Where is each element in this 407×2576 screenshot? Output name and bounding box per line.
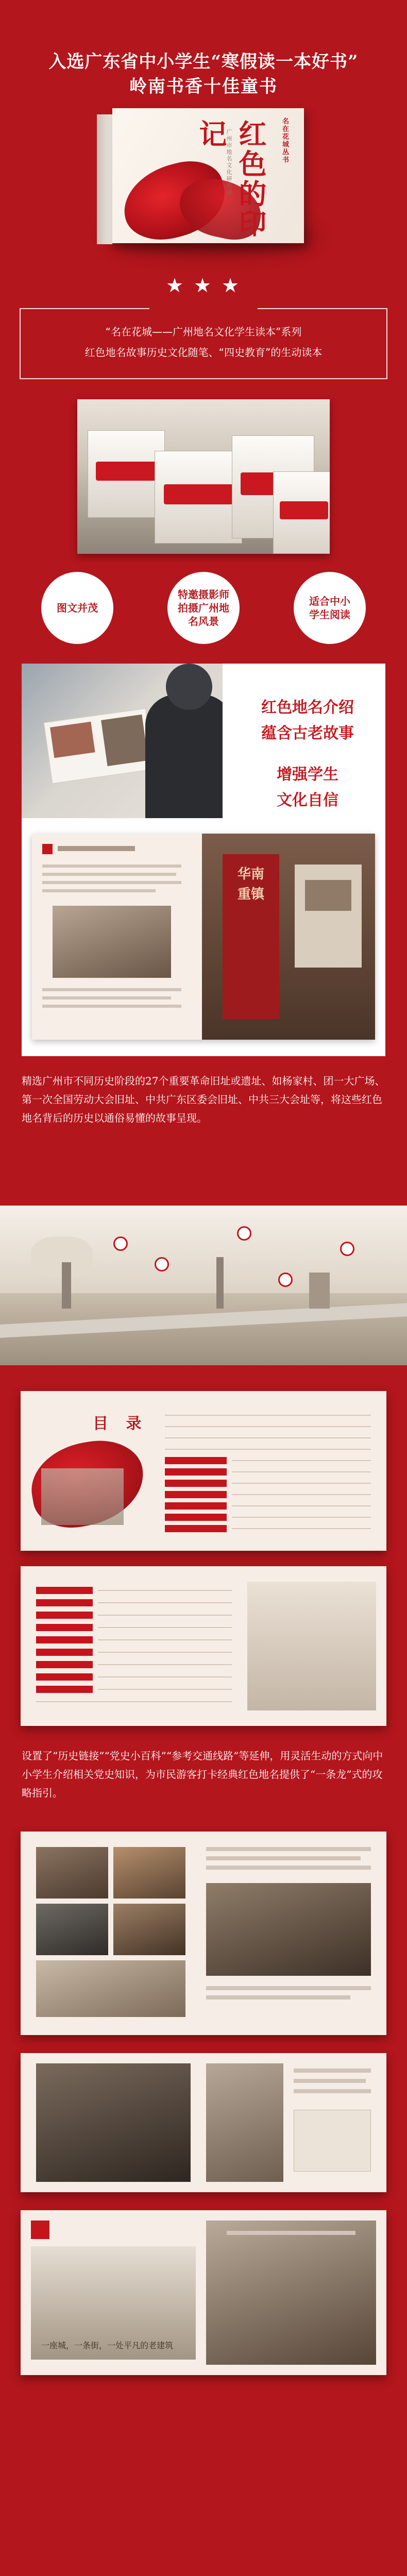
star-icon: ★ (194, 274, 212, 297)
book-cover (112, 108, 304, 243)
building-photo (202, 834, 375, 1040)
toc-spread (21, 1566, 386, 1726)
header-title-line1: 入选广东省中小学生“寒假读一本好书” (48, 52, 359, 72)
point-line3: 增强学生 (277, 766, 338, 784)
feature-label: 特邀摄影师拍摄广州地名风景 (178, 588, 229, 628)
feature-panel (22, 664, 385, 1056)
book-title: 红色的印记 (195, 120, 267, 239)
reader-figure (166, 664, 212, 710)
feature-label: 图文并茂 (57, 602, 98, 614)
open-book (44, 708, 155, 784)
book-spread (32, 834, 375, 1040)
map-pin-icon (237, 1226, 251, 1241)
feature-illustrated (41, 572, 113, 644)
header-title-line2: 岭南书香十佳童书 (129, 76, 278, 97)
spread-quote: 一座城，一条街，一处平凡的老建筑 (41, 2341, 174, 2350)
intro-line2: 红色地名故事历史文化随笔、“四史教育”的生动读本 (84, 346, 323, 359)
toc-heading: 目 录 (93, 1415, 148, 1433)
map-pin-icon (278, 1273, 293, 1287)
building-sketch (41, 1468, 124, 1525)
content-spread (21, 1832, 386, 2035)
feature-photography (167, 572, 240, 644)
point-line2: 蕴含古老故事 (261, 724, 354, 742)
feature-audience (294, 572, 366, 644)
content-spread (21, 2053, 386, 2192)
seal-icon (31, 2221, 49, 2239)
book-spine (97, 114, 112, 244)
text-page (42, 844, 181, 1029)
book-author: 广州市地名文化研究会 (226, 129, 232, 196)
point-line1: 红色地名介绍 (261, 699, 354, 717)
spread-banner: 华南重镇 (237, 867, 264, 902)
star-icon: ★ (166, 274, 184, 297)
book-stacks-photo (77, 399, 330, 554)
building-sketch (247, 1582, 376, 1710)
map-pin-icon (155, 1257, 169, 1272)
map-illustration (0, 1206, 407, 1365)
point-line4: 文化自信 (277, 791, 338, 809)
intro-frame (20, 308, 387, 379)
reader-figure (145, 694, 223, 818)
intro-line1: “名在花城——广州地名文化学生读本”系列 (105, 326, 302, 338)
map-pin-icon (113, 1236, 128, 1251)
content-spread (21, 2210, 386, 2375)
toc-spread (21, 1391, 386, 1551)
book-series: 名在花城丛书 (281, 117, 289, 164)
extension-paragraph: 设置了“历史链接”“党史小百科”“参考交通线路”等延伸，用灵活生动的方式向中小学生介绍相关党史知识，为市民游客打卡经典红色地名提供了“一条龙”式的攻略指引。 (22, 1750, 383, 1799)
map-pin-icon (340, 1242, 354, 1256)
feature-label: 适合中小学生阅读 (309, 595, 350, 621)
reading-photo (22, 664, 223, 818)
star-icon: ★ (222, 274, 240, 297)
description-paragraph: 精选广州市不同历史阶段的27个重要革命旧址或遗址、如杨家村、团一大广场、第一次全国劳动大会旧址、中共广东区委会旧址、中共三大会址等，将这些红色地名背后的历史以通俗易懂的故事呈现。 (22, 1075, 385, 1124)
